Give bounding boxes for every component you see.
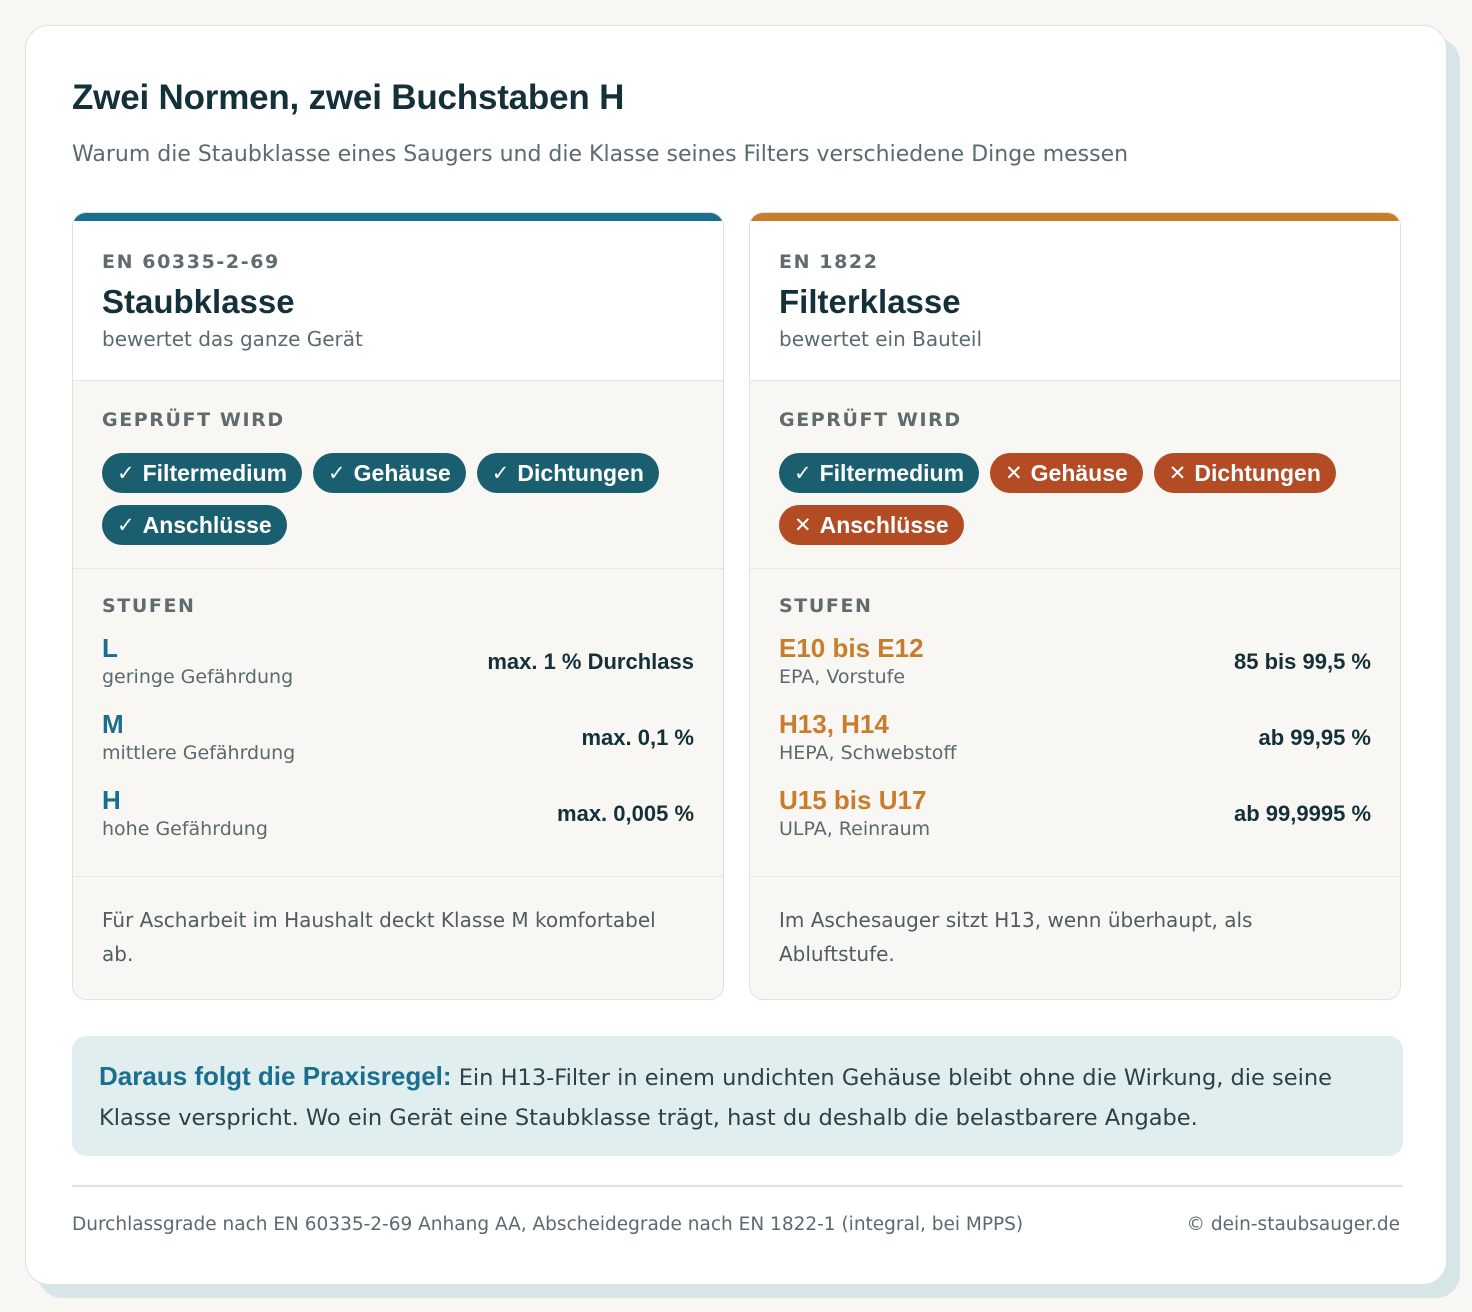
chip-label: Dichtungen	[517, 459, 644, 486]
level-value: ab 99,95 %	[1258, 725, 1371, 750]
norm-label: EN 1822	[779, 251, 879, 273]
note-section	[73, 877, 723, 999]
checked-section	[73, 381, 723, 569]
level-row	[102, 785, 694, 861]
chip-label: Filtermedium	[142, 459, 288, 486]
panel-title: Staubklasse	[102, 283, 295, 320]
checked-section	[750, 381, 1400, 569]
chip-label: Anschlüsse	[142, 511, 272, 538]
level-description: EPA, Vorstufe	[779, 666, 906, 688]
level-description: mittlere Gefährdung	[102, 742, 296, 764]
note-section	[750, 877, 1400, 999]
level-value: ab 99,9995 %	[1234, 801, 1371, 826]
cross-icon: ✕	[1005, 461, 1023, 485]
level-description: geringe Gefährdung	[102, 666, 294, 688]
level-code: E10 bis E12	[779, 633, 924, 663]
panel-note: Im Aschesauger sitzt H13, wenn überhaupt, als Abluftstufe.	[779, 908, 1253, 966]
panel-accent-bar	[750, 213, 1400, 221]
chip-anschluesse	[102, 505, 287, 545]
chip-gehaeuse	[313, 453, 466, 493]
page-subtitle: Warum die Staubklasse eines Saugers und die Klasse seines Filters verschiedene Dinge messen	[72, 142, 1129, 167]
panel-description: bewertet das ganze Gerät	[102, 327, 363, 351]
chip-filtermedium	[102, 453, 302, 493]
level-list	[102, 633, 694, 861]
section-label: STUFEN	[779, 595, 873, 617]
level-code: L	[102, 633, 118, 663]
chip-filtermedium	[779, 453, 979, 493]
level-row	[102, 633, 694, 709]
check-icon: ✓	[117, 513, 135, 537]
panel-description: bewertet ein Bauteil	[779, 327, 983, 351]
panel-header	[750, 221, 1400, 381]
footer-divider	[72, 1185, 1403, 1187]
level-list	[779, 633, 1371, 861]
check-icon: ✓	[117, 461, 135, 485]
panel-filterklasse	[749, 212, 1401, 1000]
level-value: max. 1 % Durchlass	[487, 649, 694, 674]
check-icon: ✓	[328, 461, 346, 485]
level-description: hohe Gefährdung	[102, 818, 268, 840]
footer-source: Durchlassgrade nach EN 60335-2-69 Anhang AA, Abscheidegrade nach EN 1822-1 (integral, bei MPPS)	[72, 1214, 1024, 1235]
practice-rule-box	[72, 1036, 1403, 1156]
panel-accent-bar	[73, 213, 723, 221]
level-row	[779, 709, 1371, 785]
chip-label: Anschlüsse	[819, 511, 949, 538]
level-description: ULPA, Reinraum	[779, 818, 931, 840]
chip-label: Dichtungen	[1194, 459, 1321, 486]
info-card	[25, 25, 1447, 1285]
practice-rule-lead: Daraus folgt die Praxisregel:	[99, 1061, 452, 1091]
chip-list	[779, 453, 1379, 545]
panel-note: Für Ascharbeit im Haushalt deckt Klasse M komfortabel ab.	[102, 908, 656, 966]
cross-icon: ✕	[1168, 461, 1187, 485]
chip-label: Gehäuse	[353, 459, 451, 486]
section-label: STUFEN	[102, 595, 196, 617]
panel-staubklasse	[72, 212, 724, 1000]
level-description: HEPA, Schwebstoff	[779, 742, 957, 764]
level-value: 85 bis 99,5 %	[1234, 649, 1371, 674]
panel-title: Filterklasse	[779, 283, 961, 320]
chip-gehaeuse	[990, 453, 1143, 493]
level-row	[779, 785, 1371, 861]
level-code: U15 bis U17	[779, 785, 927, 815]
section-label: GEPRÜFT WIRD	[779, 409, 962, 431]
panel-header	[73, 221, 723, 381]
norm-label: EN 60335-2-69	[102, 251, 280, 273]
chip-dichtungen	[477, 453, 659, 493]
level-value: max. 0,1 %	[581, 725, 694, 750]
page-title: Zwei Normen, zwei Buchstaben H	[72, 78, 625, 117]
level-code: M	[102, 709, 124, 739]
chip-label: Filtermedium	[819, 459, 965, 486]
level-row	[102, 709, 694, 785]
check-icon: ✓	[794, 461, 812, 485]
chip-list	[102, 453, 702, 545]
chip-anschluesse	[779, 505, 964, 545]
section-label: GEPRÜFT WIRD	[102, 409, 285, 431]
practice-rule-text: Ein H13-Filter in einem undichten Gehäuse bleibt ohne die Wirkung, die seine Klasse verspricht. Wo ein Gerät eine Staubklasse trägt, hast du deshalb die belastbarere Angabe.	[99, 1065, 1332, 1131]
check-icon: ✓	[491, 461, 510, 485]
levels-section	[750, 569, 1400, 877]
cross-icon: ✕	[794, 513, 812, 537]
level-code: H	[102, 785, 121, 815]
chip-dichtungen	[1154, 453, 1336, 493]
footer-copyright: © dein-staubsauger.de	[1186, 1214, 1400, 1235]
level-code: H13, H14	[779, 709, 889, 739]
level-value: max. 0,005 %	[557, 801, 694, 826]
level-row	[779, 633, 1371, 709]
chip-label: Gehäuse	[1030, 459, 1128, 486]
levels-section	[73, 569, 723, 877]
